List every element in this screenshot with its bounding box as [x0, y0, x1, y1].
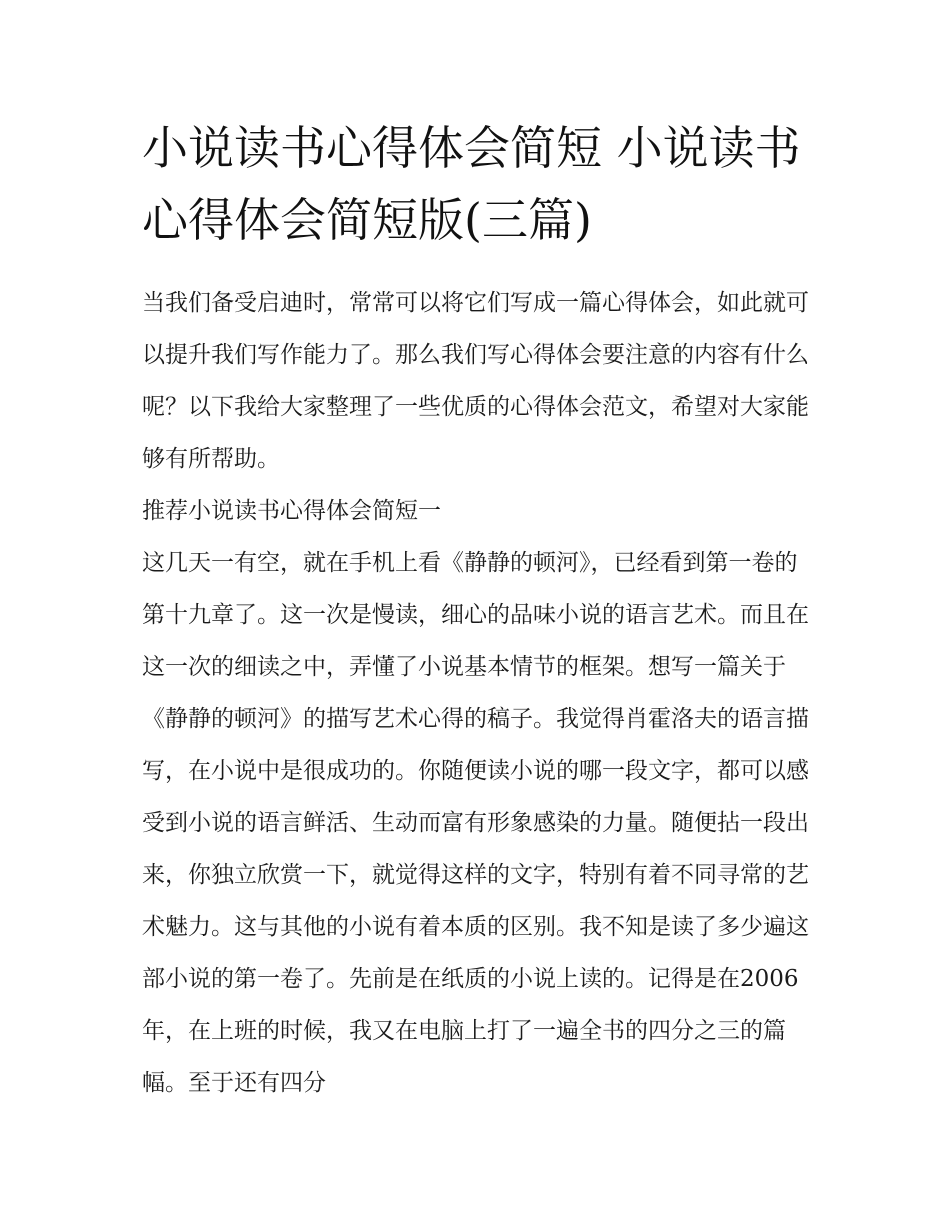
body-paragraph: 这几天一有空，就在手机上看《静静的顿河》，已经看到第一卷的第十九章了。这一次是慢读，细心的品味小说的语言艺术。而且在这一次的细读之中，弄懂了小说基本情节的框架。想写一篇关于《静静的顿河》的描写艺术心得的稿子。我觉得肖霍洛夫的语言描写，在小说中是很成功的。你随便读小说的哪一段文字，都可以感受到小说的语言鲜活、生动而富有形象感染的力量。随便拈一段出来，你独立欣赏一下，就觉得这样的文字，特别有着不同寻常的艺术魅力。这与其他的小说有着本质的区别。我不知是读了多少遍这部小说的第一卷了。先前是在纸质的小说上读的。记得是在2006年，在上班的时候，我又在电脑上打了一遍全书的四分之三的篇幅。至于还有四分 — [142, 550, 809, 1096]
document-title: 小说读书心得体会简短 小说读书心得体会简短版(三篇) — [142, 121, 801, 247]
intro-paragraph: 当我们备受启迪时，常常可以将它们写成一篇心得体会，如此就可以提升我们写作能力了。那么我们写心得体会要注意的内容有什么呢？以下我给大家整理了一些优质的心得体会范文，希望对大家能够有所帮助。 — [142, 290, 809, 472]
document-body — [142, 277, 816, 1109]
section-heading: 推荐小说读书心得体会简短一 — [142, 498, 441, 524]
